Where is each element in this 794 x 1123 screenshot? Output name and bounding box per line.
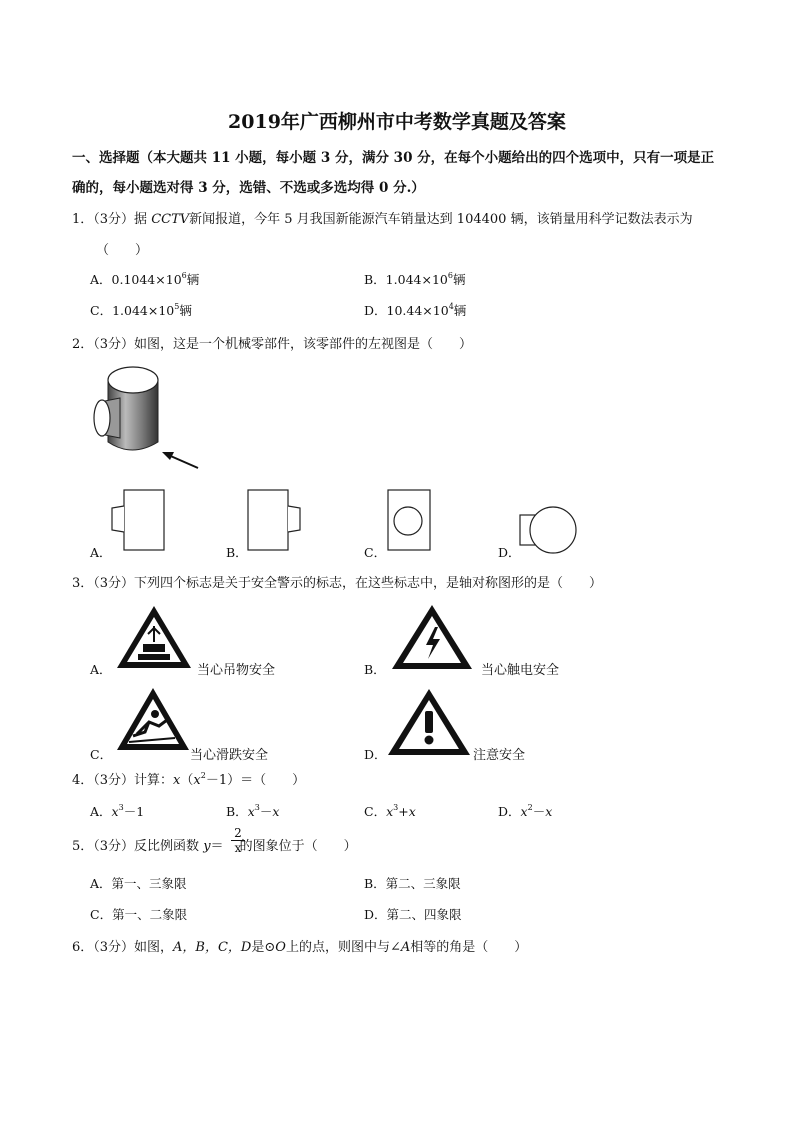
section-heading-line2: 确的，每小题选对得 3 分，选错、不选或多选均得 0 分.） <box>72 180 425 196</box>
q5-fraction-numerator: 2 <box>234 826 242 840</box>
question-2: 2．（3分）如图，这是一个机械零部件，该零部件的左视图是（ ） <box>72 337 473 352</box>
q2-option-a: A． <box>90 545 112 560</box>
q3-option-d: D． <box>364 747 387 762</box>
warning-sign-exclamation-icon <box>386 687 472 757</box>
question-6: 6．（3分）如图，A，B，C，D是⊙O上的点，则图中与∠A相等的角是（ ） <box>72 940 528 955</box>
question-1 <box>72 208 693 227</box>
q4-option-b: B．$x^3-x$ <box>226 803 280 819</box>
q2-option-b: B． <box>226 545 248 560</box>
q3-option-a: A． <box>90 662 112 677</box>
warning-sign-hanging-load-icon <box>115 604 193 670</box>
q2-option-a-figure <box>110 488 166 552</box>
q3-caption-d: 注意安全 <box>473 748 526 763</box>
q3-caption-b: 当心触电安全 <box>481 663 560 678</box>
q5-fraction <box>231 826 245 855</box>
q1-option-d: D．$10.44\times 10^4$辆 <box>364 302 467 318</box>
q1-stem: 新闻报道，今年 5 月我国新能源汽车销量达到 104400 辆，该销量用科学记数法表示为 <box>189 212 693 227</box>
machine-part-figure <box>90 362 210 474</box>
q2-option-d: D． <box>498 545 521 560</box>
q2-option-d-figure <box>518 505 578 555</box>
q5-option-b: B．第二、三象限 <box>364 876 461 891</box>
question-3: 3．（3分）下列四个标志是关于安全警示的标志，在这些标志中，是轴对称图形的是（ ） <box>72 576 603 591</box>
question-5: 5．（3分）反比例函数 y＝ 的图象位于（ ） <box>72 839 357 854</box>
q5-fraction-denominator: x <box>231 840 245 855</box>
q1-option-c: C．$1.044\times 10^5$辆 <box>90 302 192 318</box>
q1-answer-paren: （ ） <box>96 243 149 258</box>
page-title: 2019年广西柳州市中考数学真题及答案 <box>228 111 566 133</box>
q1-cctv: CCTV <box>151 212 190 227</box>
q4-option-d: D．$x^2-x$ <box>498 803 553 819</box>
q2-option-c: C． <box>364 545 387 560</box>
warning-sign-slippery-icon <box>115 686 191 752</box>
q1-option-a: A．$0.1044\times 10^6$辆 <box>90 271 200 287</box>
q5-option-d: D．第二、四象限 <box>364 907 462 922</box>
q3-caption-a: 当心吊物安全 <box>197 663 276 678</box>
q1-prefix: 1．（3分）据 <box>72 212 152 227</box>
q3-caption-c: 当心滑跌安全 <box>190 748 269 763</box>
q3-option-c: C． <box>90 747 113 762</box>
q2-option-b-figure <box>246 488 302 552</box>
q1-option-b: B．$1.044\times 10^6$辆 <box>364 271 466 287</box>
q5-option-a: A．第一、三象限 <box>90 876 187 891</box>
q3-option-b: B． <box>364 662 386 677</box>
q2-option-c-figure <box>386 488 432 552</box>
q5-option-c: C．第一、二象限 <box>90 907 188 922</box>
warning-sign-electric-shock-icon <box>390 603 474 671</box>
q4-option-c: C．$x^3+x$ <box>364 803 416 819</box>
q4-option-a: A．$x^3-1$ <box>90 803 145 819</box>
section-heading-line1: 一、选择题（本大题共 11 小题，每小题 3 分，满分 30 分，在每个小题给出的四个选项中，只有一项是正 <box>72 150 715 166</box>
question-4: 4．（3分）计算：$x(x^2-1)=$（ ） <box>72 771 306 788</box>
